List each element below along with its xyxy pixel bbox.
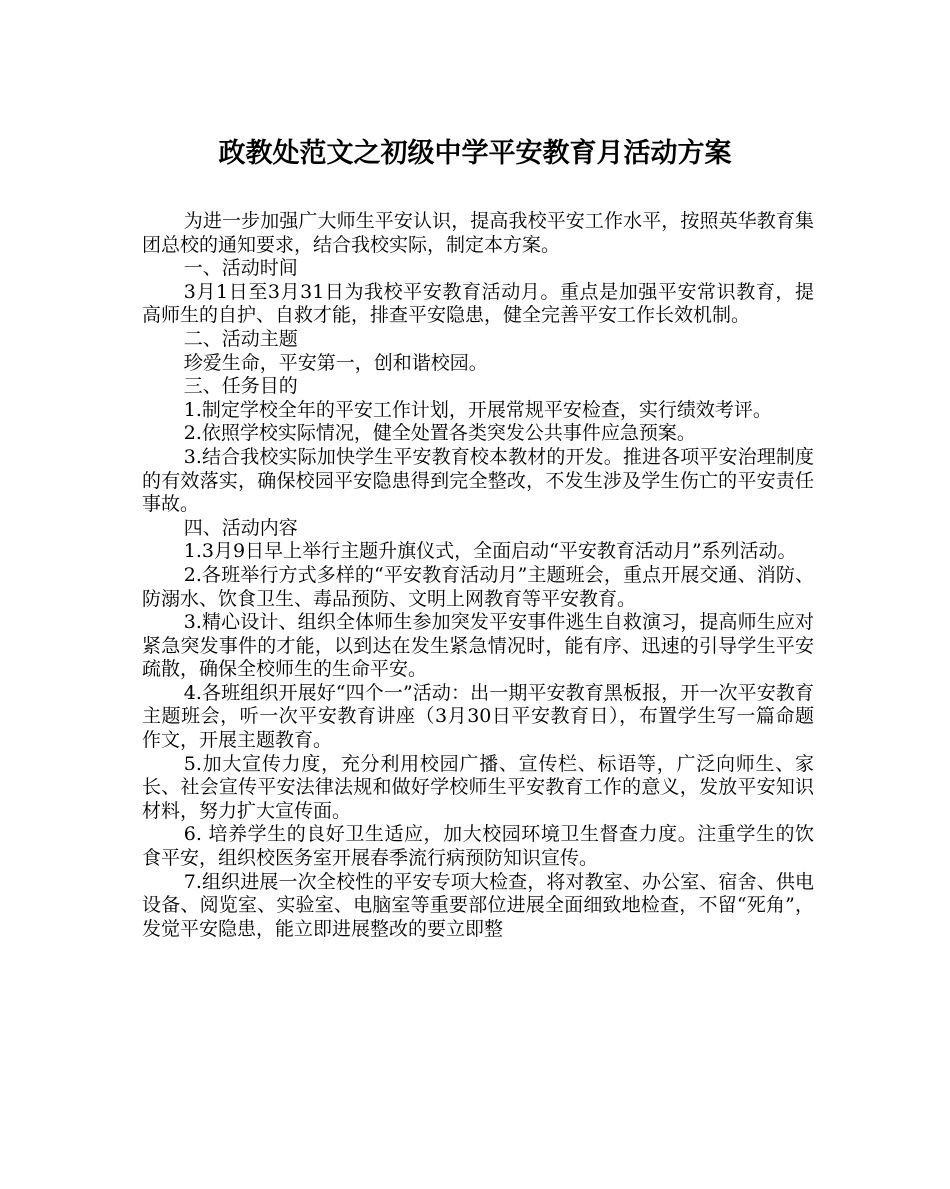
paragraph-intro: 为进一步加强广大师生平安认识，提高我校平安工作水平，按照英华教育集团总校的通知要求，结合我校实际，制定本方案。: [142, 210, 814, 256]
document-title: 政教处范文之初级中学平安教育月活动方案: [218, 138, 732, 169]
heading-activity-theme: 二、活动主题: [183, 327, 298, 350]
document-body: [142, 210, 814, 941]
heading-task-goals: 三、任务目的: [183, 375, 298, 398]
paragraph-goal-1: 1.制定学校全年的平安工作计划，开展常规平安检查，实行绩效考评。: [183, 398, 772, 421]
paragraph-content-4: 4.各班组织开展好“四个一”活动：出一期平安教育黑板报，开一次平安教育主题班会，听一次平安教育讲座（3月30日平安教育日），布置学生写一篇命题作文，开展主题教育。: [142, 681, 814, 752]
paragraph-activity-theme: 珍爱生命，平安第一，创和谐校园。: [183, 351, 488, 374]
paragraph-goal-2: 2.依照学校实际情况，健全处置各类突发公共事件应急预案。: [183, 422, 696, 445]
paragraph-content-5: 5.加大宣传力度，充分利用校园广播、宣传栏、标语等，广泛向师生、家长、社会宣传平安法律法规和做好学校师生平安教育工作的意义，发放平安知识材料，努力扩大宣传面。: [142, 752, 814, 822]
paragraph-content-3: 3.精心设计、组织全体师生参加突发平安事件逃生自救演习，提高师生应对紧急突发事件的才能，以到达在发生紧急情况时，能有序、迅速的引导学生平安疏散，确保全校师生的生命平安。: [142, 611, 814, 681]
paragraph-content-6: 6. 培养学生的良好卫生适应，加大校园环境卫生督查力度。注重学生的饮食平安，组织校医务室开展春季流行病预防知识宣传。: [142, 823, 814, 870]
heading-activity-content: 四、活动内容: [183, 516, 298, 539]
paragraph-activity-time: 3月1日至3月31日为我校平安教育活动月。重点是加强平安常识教育，提高师生的自护、自救才能，排查平安隐患，健全完善平安工作长效机制。: [142, 280, 814, 327]
heading-activity-time: 一、活动时间: [183, 257, 298, 280]
paragraph-content-2: 2.各班举行方式多样的“平安教育活动月”主题班会，重点开展交通、消防、防溺水、饮食卫生、毒品预防、文明上网教育等平安教育。: [142, 563, 814, 610]
paragraph-content-7: 7.组织进展一次全校性的平安专项大检查，将对教室、办公室、宿舍、供电设备、阅览室、实验室、电脑室等重要部位进展全面细致地检查，不留“死角”，发觉平安隐患，能立即进展整改的要立即整: [142, 870, 814, 940]
paragraph-goal-3: 3.结合我校实际加快学生平安教育校本教材的开发。推进各项平安治理制度的有效落实，确保校园平安隐患得到完全整改，不发生涉及学生伤亡的平安责任事故。: [142, 445, 814, 516]
paragraph-content-1: 1.3月9日早上举行主题升旗仪式，全面启动“平安教育活动月”系列活动。: [183, 540, 797, 563]
